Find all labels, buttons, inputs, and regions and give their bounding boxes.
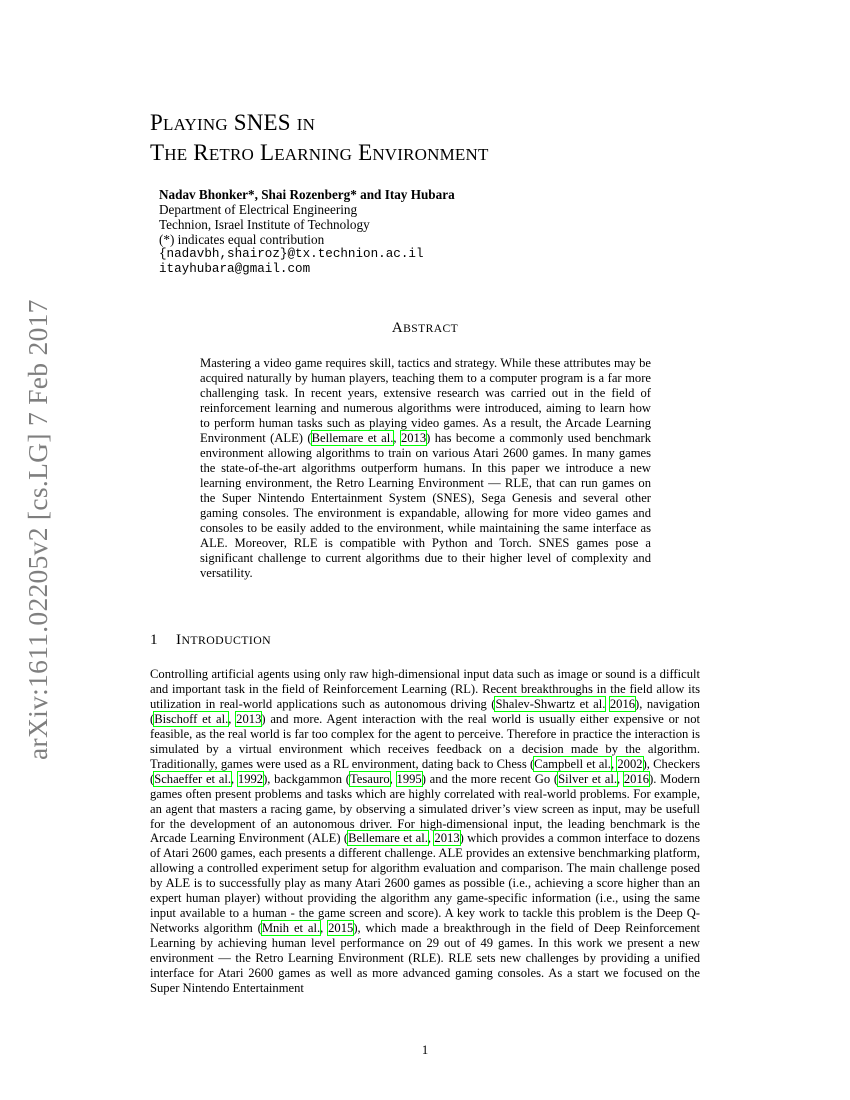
paper-title <box>150 109 710 169</box>
introduction-paragraph: Controlling artificial agents using only raw high-dimensional input data such as image or sound is a difficult and important task in the field of Reinforcement Learning (RL). Recent breakthroughs in the field allow its utilization in real-world applications such as autonomous driving (Shalev-Shwartz et al. 2016), navigation (Bischoff et al., 2013) and more. Agent interaction with the real world is usually either expensive or not feasible, as the real world is far too complex for the agent to perceive. Therefore in practice the interaction is simulated by a virtual environment which receives feedback on a decision made by the algorithm. Traditionally, games were used as a RL environment, dating back to Chess (Campbell et al., 2002), Checkers (Schaeffer et al., 1992), backgammon (Tesauro, 1995) and the more recent Go (Silver et al., 2016). Modern games often present problems and tasks which are highly correlated with real-world problems. For example, an agent that masters a racing game, by observing a simulated driver’s view screen as input, may be usefull for the development of an autonomous driver. For high-dimensional input, the leading benchmark is the Arcade Learning Environment (ALE) (Bellemare et al., 2013) which provides a common interface to dozens of Atari 2600 games, each presents a different challenge. ALE provides an extensive benchmarking platform, allowing a controlled experiment setup for algorithm evaluation and comparison. The main challenge posed by ALE is to successfully play as many Atari 2600 games as possible (i.e., achieving a score higher than an expert human player) without providing the algorithm any game-specific information (i.e., using the same input available to a human - the game screen and score). A key work to tackle this problem is the Deep Q-Networks algorithm (Mnih et al., 2015), which made a breakthrough in the field of Deep Reinforcement Learning by achieving human level performance on 29 out of 49 games. In this work we present a new environment — the Retro Learning Environment (RLE). RLE sets new challenges by providing a unified interface for Atari 2600 games as well as more advanced gaming consoles. As a start we focused on the Super Nintendo Entertainment <box>150 667 701 996</box>
citation-link[interactable]: 2015 <box>328 921 354 936</box>
citation-link[interactable]: Mnih et al. <box>261 921 321 936</box>
citation-link[interactable]: 2016 <box>623 771 650 786</box>
citation-link[interactable]: 1995 <box>396 771 422 786</box>
abstract-text: Mastering a video game requires skill, tactics and strategy. While these attributes may be acquired naturally by human players, teaching them to a computer program is a far more challenging task. In recent years, extensive research was carried out in the field of reinforcement learning and numerous algorithms were introduced, aiming to learn how to perform human tasks such as playing video games. As a result, the Arcade Learning Environment (ALE) (Bellemare et al., 2013) has become a commonly used benchmark environment allowing algorithms to train on various Atari 2600 games. In many games the state-of-the-art algorithms outperform humans. In this paper we introduce a new learning environment, the Retro Learning Environment — RLE, that can run games on the Super Nintendo Entertainment System (SNES), Sega Genesis and several other gaming consoles. The environment is expandable, allowing for more video games and consoles to be easily added to the environment, while maintaining the same interface as ALE. Moreover, RLE is compatible with Python and Torch. SNES games pose a significant challenge to current algorithms due to their higher level of complexity and versatility. <box>200 356 651 580</box>
citation-link[interactable]: Bellemare et al. <box>348 831 428 846</box>
citation-link[interactable]: Silver et al. <box>558 771 617 786</box>
page-number: 1 <box>421 1043 429 1057</box>
author-email-1: {nadavbh,shairoz}@tx.technion.ac.il <box>159 247 424 261</box>
arxiv-identifier-stamp: arXiv:1611.02205v2 [cs.LG] 7 Feb 2017 <box>22 299 53 761</box>
citation-link[interactable]: Shalev-Shwartz et al. <box>495 696 606 711</box>
title-line-1: PLAYING SNES IN <box>150 110 316 135</box>
author-department: Department of Electrical Engineering <box>159 202 358 217</box>
author-block <box>159 187 659 277</box>
citation-link[interactable]: Campbell et al. <box>534 756 611 771</box>
title-line-2: THE RETRO LEARNING ENVIRONMENT <box>150 140 489 165</box>
citation-link[interactable]: 2013 <box>236 711 262 726</box>
citation-link[interactable]: Bischoff et al. <box>154 711 229 726</box>
citation-link[interactable]: 1992 <box>237 771 264 786</box>
author-email-2: itayhubara@gmail.com <box>159 262 311 276</box>
author-institution: Technion, Israel Institute of Technology <box>159 217 370 232</box>
citation-link[interactable]: 2002 <box>617 756 643 771</box>
citation-link[interactable]: Schaeffer et al. <box>154 771 232 786</box>
citation-link[interactable]: 2013 <box>434 831 460 846</box>
equal-contribution-note: (*) indicates equal contribution <box>159 232 325 247</box>
citation-link[interactable]: 2016 <box>609 696 636 711</box>
author-names: Nadav Bhonker*, Shai Rozenberg* and Itay Hubara <box>159 187 455 202</box>
abstract-heading: ABSTRACT <box>391 320 459 336</box>
citation-link[interactable]: Tesauro <box>349 771 390 786</box>
citation-link[interactable]: Bellemare et al. <box>311 431 394 445</box>
citation-link[interactable]: 2013 <box>400 431 427 445</box>
section-heading-introduction: 1 INTRODUCTION <box>150 631 272 648</box>
